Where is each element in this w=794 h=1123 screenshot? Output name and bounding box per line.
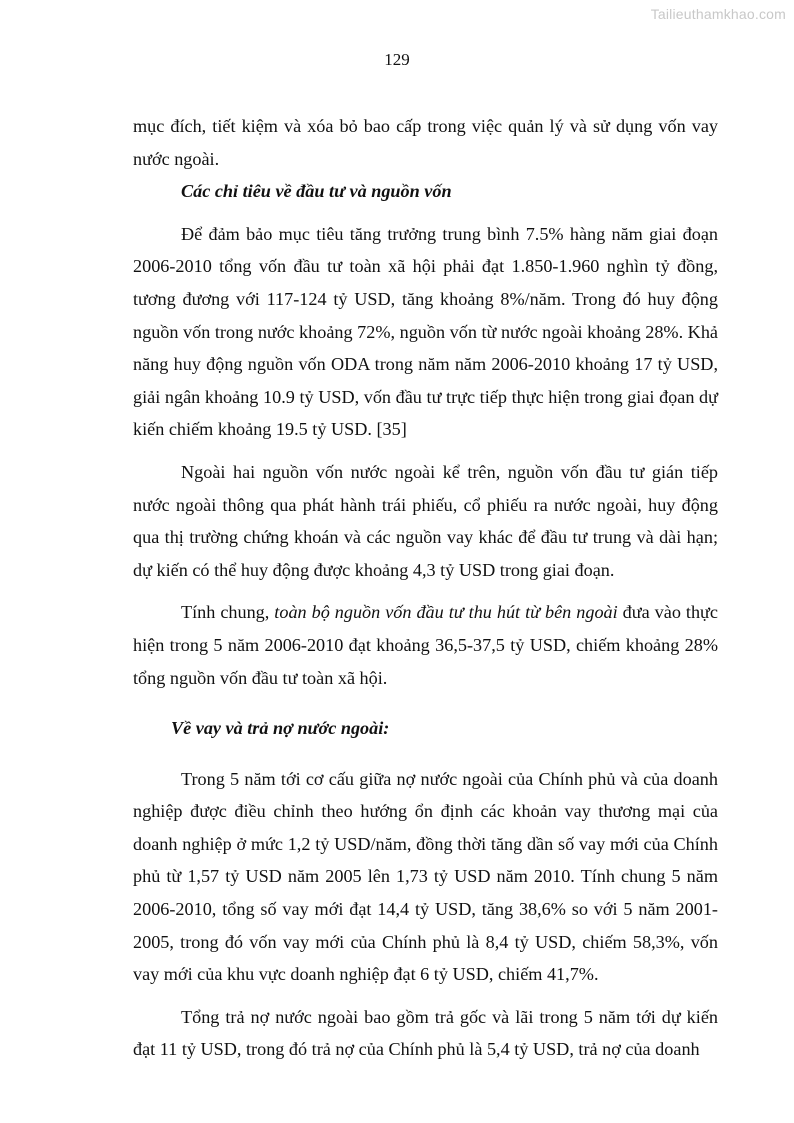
paragraph-indirect-investment: Ngoài hai nguồn vốn nước ngoài kể trên, nguồn vốn đầu tư gián tiếp nước ngoài thông qua phát hành trái phiếu, cổ phiếu ra nước ngoài, huy động qua thị trường chứng khoán và các nguồn vay khác để đầu tư trung và dài hạn; dự kiến có thể huy động được khoảng 4,3 tỷ USD trong giai đoạn.: [133, 461, 718, 580]
paragraph-continuation: mục đích, tiết kiệm và xóa bỏ bao cấp trong việc quản lý và sử dụng vốn vay nước ngoài.: [133, 116, 718, 169]
emphasis-text: toàn bộ nguồn vốn đầu tư thu hút từ bên ngoài: [274, 602, 618, 623]
section-heading-debt: Về vay và trả nợ nước ngoài:: [171, 718, 390, 739]
paragraph-debt-repayment: Tổng trả nợ nước ngoài bao gồm trả gốc và lãi trong 5 năm tới dự kiến đạt 11 tỷ USD, trong đó trả nợ của Chính phủ là 5,4 tỷ USD, trả nợ của doanh: [133, 1006, 718, 1060]
watermark: Tailieuthamkhao.com: [650, 6, 786, 22]
paragraph-borrowing-structure: Trong 5 năm tới cơ cấu giữa nợ nước ngoài của Chính phủ và của doanh nghiệp được điều chỉnh theo hướng ổn định các khoản vay thương mại của doanh nghiệp ở mức 1,2 tỷ USD/năm, đồng thời tăng dần số vay mới của Chính phủ từ 1,57 tỷ USD năm 2005 lên 1,73 tỷ USD năm 2010. Tính chung 5 năm 2006-2010, tổng số vay mới đạt 14,4 tỷ USD, tăng 38,6% so với 5 năm 2001-2005, trong đó vốn vay mới của Chính phủ là 8,4 tỷ USD, chiếm 58,3%, vốn vay mới của khu vực doanh nghiệp đạt 6 tỷ USD, chiếm 41,7%.: [133, 768, 718, 985]
text-run: Tính chung,: [181, 602, 275, 623]
text-run: đưa vào thực hiện trong 5 năm 2006-2010 đạt khoảng 36,5-37,5 tỷ USD, chiếm khoảng 28% tổng nguồn vốn đầu tư toàn xã hội.: [133, 602, 718, 688]
paragraph-investment-targets: Để đảm bảo mục tiêu tăng trưởng trung bình 7.5% hàng năm giai đoạn 2006-2010 tổng vốn đầu tư toàn xã hội phải đạt 1.850-1.960 nghìn tỷ đồng, tương đương với 117-124 tỷ USD, tăng khoảng 8%/năm. Trong đó huy động nguồn vốn trong nước khoảng 72%, nguồn vốn từ nước ngoài khoảng 28%. Khả năng huy động nguồn vốn ODA trong năm năm 2006-2010 khoảng 17 tỷ USD, giải ngân khoảng 10.9 tỷ USD, vốn đầu tư trực tiếp thực hiện trong giai đọan dự kiến chiếm khoảng 19.5 tỷ USD. [35]: [133, 223, 718, 440]
document-body: [133, 110, 718, 1066]
page-number: 129: [384, 50, 410, 69]
paragraph-total-external-capital: [133, 596, 718, 694]
section-heading-investment: Các chỉ tiêu về đầu tư và nguồn vốn: [181, 181, 452, 202]
